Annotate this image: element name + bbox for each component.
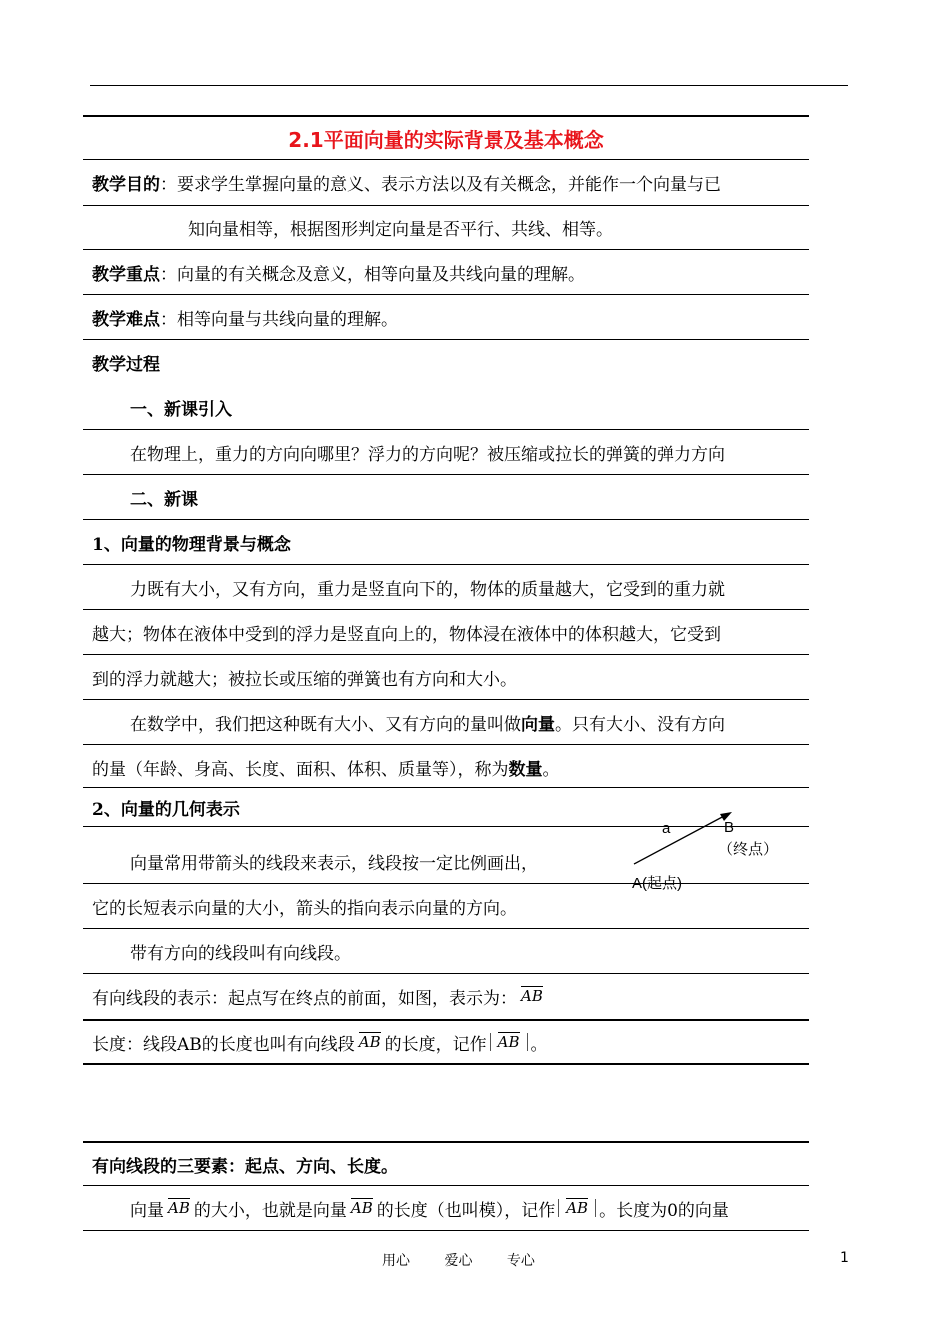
objective-text-1: ：要求学生掌握向量的意义、表示方法以及有关概念，并能作一个向量与已 <box>160 175 721 195</box>
abs-bar <box>490 1033 491 1051</box>
term-scalar: 数量 <box>508 760 543 780</box>
topic2-line1: 向量常用带箭头的线段来表示，线段按一定比例画出， <box>83 839 809 884</box>
magnitude-text-c: 的长度（也叫模），记作 <box>376 1200 556 1221</box>
vector-ab: AB <box>350 1198 373 1217</box>
key-point-text: ：向量的有关概念及意义，相等向量及共线向量的理解。 <box>160 264 585 285</box>
topic1-para2-line2 <box>83 745 809 790</box>
difficulty-line <box>83 295 809 340</box>
topic2-line4 <box>83 974 809 1019</box>
end-point-label: （终点） <box>718 841 779 858</box>
process-heading: 教学过程 <box>92 355 160 375</box>
abs-bar <box>595 1199 596 1217</box>
topic1-para2-text-a: 在数学中，我们把这种既有大小、又有方向的量叫做 <box>130 714 521 735</box>
section1-heading: 一、新课引入 <box>83 385 809 430</box>
topic2-line4-text: 有向线段的表示：起点写在终点的前面，如图，表示为： <box>92 989 517 1009</box>
topic2-line2: 它的长短表示向量的大小，箭头的指向表示向量的方向。 <box>83 884 809 929</box>
abs-bar <box>558 1199 559 1217</box>
term-vector: 向量 <box>521 714 555 735</box>
footer-word-3: 专心 <box>506 1253 535 1269</box>
objective-line-1 <box>83 160 809 205</box>
magnitude-text-a: 向量 <box>130 1200 164 1221</box>
magnitude-text-d: 。长度为0的向量 <box>599 1200 729 1221</box>
footer-word-1: 用心 <box>382 1253 410 1269</box>
topic1-para2-text-b: 。只有大小、没有方向 <box>555 714 725 735</box>
objective-line-2: 知向量相等，根据图形判定向量是否平行、共线、相等。 <box>83 205 809 250</box>
topic1-para1-line1: 力既有大小，又有方向，重力是竖直向下的，物体的质量越大，它受到的重力就 <box>83 565 809 610</box>
topic2-line3: 带有方向的线段叫有向线段。 <box>83 929 809 974</box>
magnitude-line <box>83 1186 809 1231</box>
difficulty-label: 教学难点 <box>92 309 160 330</box>
section2-heading: 二、新课 <box>83 475 809 520</box>
topic2-line5-text-a: 长度：线段AB的长度也叫有向线段 <box>92 1034 355 1055</box>
vector-ab: AB <box>497 1032 520 1051</box>
vector-ab: AB <box>168 1198 190 1217</box>
topic1-para2-line1 <box>83 700 809 745</box>
topic1-heading: 1、向量的物理背景与概念 <box>83 520 809 565</box>
topic1-para1-line3: 到的浮力就越大；被拉长或压缩的弹簧也有方向和大小。 <box>83 655 809 700</box>
difficulty-text: ：相等向量与共线向量的理解。 <box>160 309 398 330</box>
footer-word-2: 爱心 <box>444 1253 473 1269</box>
vector-line <box>634 815 726 864</box>
vector-ab: AB <box>566 1198 589 1217</box>
page-number: 1 <box>840 1250 849 1266</box>
three-elements-line: 有向线段的三要素：起点、方向、长度。 <box>83 1141 809 1186</box>
topic2-heading: 2、向量的几何表示 <box>83 787 809 827</box>
topic1-para2-text-c: 的量（年龄、身高、长度、面积、体积、质量等），称为 <box>92 760 509 780</box>
key-point-line <box>83 250 809 295</box>
topic1-para2-text-d: 。 <box>542 760 560 780</box>
vector-ab: AB <box>358 1032 381 1051</box>
objective-label: 教学目的 <box>92 175 160 195</box>
document-title: 2.1平面向量的实际背景及基本概念 <box>83 115 809 160</box>
vector-label-a: a <box>662 820 671 837</box>
header-rule <box>90 85 848 86</box>
footer-motto <box>382 1250 565 1270</box>
key-point-label: 教学重点 <box>92 264 160 285</box>
vector-ab: AB <box>521 987 543 1005</box>
section1-text: 在物理上，重力的方向向哪里？浮力的方向呢？被压缩或拉长的弹簧的弹力方向 <box>83 430 809 475</box>
point-b-label: B <box>724 819 735 836</box>
topic2-line5-text-c: 。 <box>530 1034 548 1055</box>
vector-figure <box>620 800 820 895</box>
abs-bar <box>527 1033 528 1051</box>
topic1-para1-line2: 越大；物体在液体中受到的浮力是竖直向上的，物体浸在液体中的体积越大，它受到 <box>83 610 809 655</box>
topic2-line5-text-b: 的长度，记作 <box>384 1034 487 1055</box>
magnitude-text-b: 的大小，也就是向量 <box>193 1200 347 1221</box>
topic2-line5 <box>83 1019 809 1065</box>
start-point-label: A(起点) <box>632 875 682 892</box>
